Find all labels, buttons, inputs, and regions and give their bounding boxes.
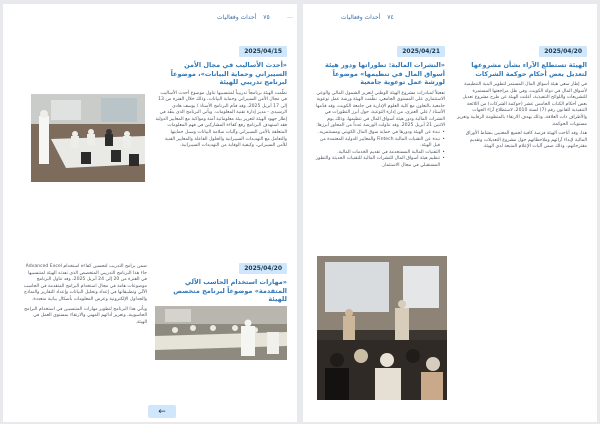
article-body: نظّمت الهيئة برنامجاً تدريبياً لمنتسبيها تناول موضوع أحدث الأساليب في مجال الأمن السيبراني وحماية البيانات، وذلك خلال الفترة من 13 إلى 17 أبريل 2025، وقد قدّم البرنامج الأستاذ / يوسف هادي الرشيدي - مدير إدارة تقنية المعلومات. ويأتي البرنامج الذي ينفّذ في إطار جهود الهيئة لتعزيز بيئة معلوماتية آمنة ومواكبة مع المعايير الدولية فقد استهدف البرنامج رفع كفاءة المشاركين في فهم المعلومات المتعلقة بالأمن السيبراني وآليات سلامة البيانات وسبل حمايتها والتعامل مع التهديدات السيبرانية والحلول الفاعلة والمعايير الفنية للأمن السيبراني، وكيفية الوقاية من التهديدات السيبرانية. [155,90,287,149]
page-header [217,14,275,21]
article-date: 2025/04/21 [397,46,445,57]
classroom-photo [155,306,287,360]
article-bullets [315,130,445,170]
article-cyber-security [155,38,287,150]
page-number: ٧٤ [387,14,394,21]
article-title: «مهارات استخدام الحاسب الآلي المتقدمة» موضوعاً لبرنامج متخصص للهيئة [173,278,287,303]
article-date: 2025/04/20 [539,46,587,57]
article-body: في إطار سعي هيئة أسواق المال المستمر لتطوير البنية التنظيمية لأسواق المال في دولة الكويت، وفي ظل مراجعتها المستمرة للتشريعات واللوائح التنفيذية، أعلنت الهيئة عن طرح مشروع تعديل بعض أحكام الكتاب الخامس عشر (حوكمة الشركات) من اللائحة التنفيذية للقانون رقم (7) لسنة 2010، لاستطلاع آراء الجهات والأطراف ذات العلاقة، وذلك بهدف الارتقاء بالمنظومة الرقابية وتعزيز مستويات الحوكمة. [456,82,587,127]
previous-page-arrow[interactable]: ← [148,405,176,418]
article-title: «أحدث الأساليب في مجال الأمن السيبراني وحماية البيانات»، موضوعاً لبرنامج تدريبي للهيئة [170,61,287,86]
header-rule [287,17,293,18]
bullet-item: • نبذة عن الهيئة ودورها في حماية سوق المال الكويتي ومستثمريه. [315,130,440,137]
article-governance-consultation [453,38,587,151]
left-page [3,4,297,422]
article-body-secondary: ويأتي هذا البرنامج لتطوير مهارات المنتسبين في استخدام البرامج الحاسوبية، وتعزيز أدائهم المهني والارتقاء بمستوى العمل في الهيئة. [24,306,147,325]
training-room-photo [31,94,145,182]
article-financial-bulletins [315,38,445,170]
article-computer-skills-body [21,264,147,326]
article-body: تفعيلاً لمبادرات مشروع الهيئة الوطني لتعزير الشمول المالي والوعي الاستثماري على المستوى الجامعي، نظّمت الهيئة ورشة عمل توعوية جامعية بالتعاون مع كلية العلوم الإدارية في جامعة الكويت، وقد قدّمها الأستاذ / علي العنزي، من إدارة التوعية، حول أبرز التطورات في النشرات المالية ودور هيئة أسواق المال في تنظيمها، وذلك يوم الاثنين 21 أبريل 2025. وقد تناولت الورشة عدداً من المحاور أبرزها: [316,90,445,129]
article-date: 2025/04/20 [239,263,287,274]
bullet-item: • التقنيات المالية المستخدمة في تقديم الخدمات المالية. [315,150,440,157]
workshop-photo [317,256,447,400]
right-page [303,4,597,422]
article-computer-skills [155,255,287,308]
article-title: الهيئة تستطلع الآراء بشأن مشروعها لتعديل بعض أحكام حوكمة الشركات [471,61,587,78]
article-title: «النشرات المالية: تطوراتها ودور هيئة أسواق المال في تنظيمها» موضوعاً لورشة عمل توعوية جامعية [325,61,445,86]
page-header [341,14,399,21]
section-title: أحداث وفعاليات [341,14,381,21]
page-number: ٧٥ [263,14,270,21]
article-body: ضمن برامج التدريب لتحسين كفاءة استخدام Advanced Excel جاء هذا البرنامج التدريبي المتخصص الذي نفذته الهيئة لمنتسبيها في الفترة من 20 إلى 24 أبريل 2025، وقد تناول البرنامج موضوعات هامة في مجال استخدام البرامج المتقدمة في الحاسب الآلي وتطبيقاتها في إعداد وتحليل البيانات وإعداد التقارير والنماذج والجداول الإلكترونية وعرض المعلومات بأشكال بيانية متعددة. [23,264,147,302]
article-body-secondary: هذا، وقد أتاحت الهيئة فرصة كافية لجميع المعنيين بنشاط الأوراق المالية لإبداء آرائهم وملاحظاتهم حول مشروع التعديلات وتقديم مقترحاتهم، وذلك ضمن آليات الإعلام المتبعة لدى الهيئة. [465,131,587,150]
section-title: أحداث وفعاليات [217,14,257,21]
bullet-item: • تنظيم هيئة أسواق المال للنشرات المالية للتقنيات الحديثة والتطور المستقبلي في مجال الاستثمار. [315,156,440,169]
bullet-item: • نبذة عن التقنيات المالية Fintech والمعايير الدولية المعتمدة من قبل الهيئة. [315,137,440,150]
article-date: 2025/04/15 [239,46,287,57]
